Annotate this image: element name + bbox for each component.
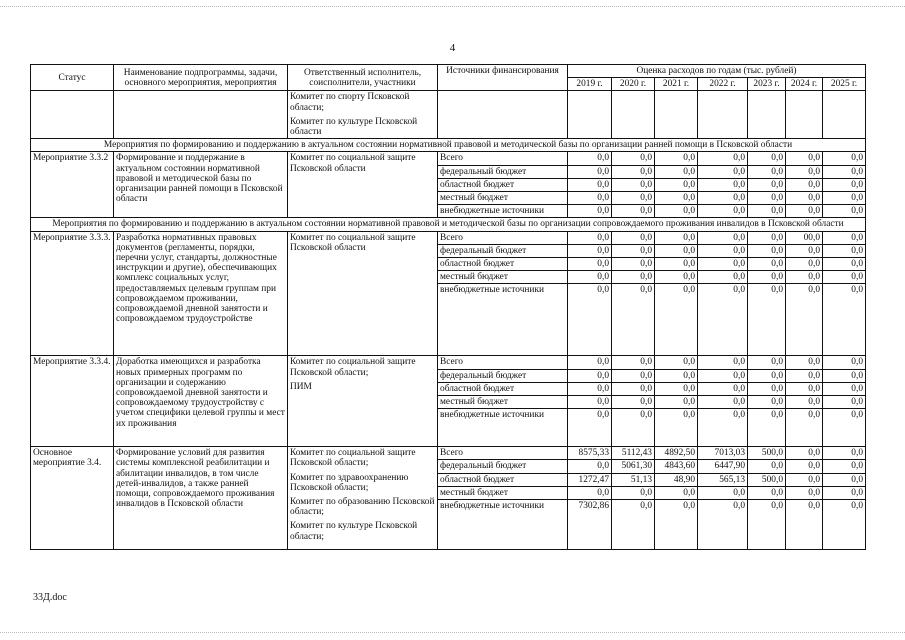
finance-row: [31, 447, 866, 460]
amount-cell: 0,0: [612, 500, 655, 550]
expenditure-table: [30, 64, 866, 550]
amount-cell: 0,0: [698, 192, 748, 205]
header-year: 2019 г.: [568, 78, 612, 91]
header-row: [31, 65, 866, 78]
executor-sport: Комитет по спорту Псковской области;: [290, 92, 410, 113]
amount-cell: 0,0: [655, 178, 698, 191]
amount-cell: 0,0: [748, 382, 786, 395]
executor-culture: Комитет по культуре Псковской области: [290, 116, 418, 138]
amount-cell: 0,0: [568, 382, 612, 395]
amount-cell: 0,0: [655, 382, 698, 395]
section-title: Мероприятия по формированию и поддержанию в актуальном состоянии нормативной правовой и методической базы по организации ранней помощи в Псковской области: [31, 139, 866, 152]
amount-cell: 00,0: [786, 231, 823, 244]
amount-cell: 0,0: [748, 205, 786, 218]
amount-cell: 0,0: [698, 284, 748, 356]
section-row-supported-living: [31, 218, 866, 231]
amount-cell: 7013,03: [698, 447, 748, 460]
amount-cell: 0,0: [786, 356, 823, 369]
amount-cell: 0,0: [698, 178, 748, 191]
funding-source: Всего: [438, 447, 568, 460]
executor-committee: Комитет по культуре Псковской области;: [290, 521, 418, 542]
amount-cell: 0,0: [823, 271, 866, 284]
amount-cell: 0,0: [698, 271, 748, 284]
funding-source: внебюджетные источники: [438, 500, 568, 550]
amount-cell: 0,0: [655, 271, 698, 284]
funding-source: областной бюджет: [438, 178, 568, 191]
amount-cell: 0,0: [748, 192, 786, 205]
amount-cell: 0,0: [786, 382, 823, 395]
amount-cell: 0,0: [655, 396, 698, 409]
funding-source: внебюджетные источники: [438, 284, 568, 356]
amount-cell: 0,0: [786, 178, 823, 191]
amount-cell: 0,0: [823, 165, 866, 178]
amount-cell: 0,0: [612, 244, 655, 257]
amount-cell: 0,0: [823, 447, 866, 460]
amount-cell: 0,0: [786, 244, 823, 257]
amount-cell: 0,0: [786, 486, 823, 499]
header-year: 2022 г.: [698, 78, 748, 91]
amount-cell: 0,0: [568, 205, 612, 218]
amount-cell: 0,0: [655, 258, 698, 271]
amount-cell: 0,0: [655, 284, 698, 356]
measure-status: Мероприятие 3.3.2: [31, 152, 114, 218]
scan-bottom-edge: [0, 632, 905, 635]
funding-source: федеральный бюджет: [438, 165, 568, 178]
header-estimate: Оценка расходов по годам (тыс. рублей): [568, 65, 866, 78]
amount-cell: 0,0: [698, 500, 748, 550]
amount-cell: 5061,30: [612, 460, 655, 473]
measure-name: Формирование и поддержание в актуальном состоянии нормативной правовой и методической базы по организации ранней помощи в Псковской области: [114, 152, 288, 218]
measure-executor: Комитет по социальной защите Псковской области: [288, 231, 438, 356]
funding-source: федеральный бюджет: [438, 244, 568, 257]
amount-cell: 0,0: [748, 356, 786, 369]
amount-cell: 0,0: [612, 382, 655, 395]
amount-cell: 0,0: [823, 460, 866, 473]
amount-cell: 0,0: [823, 178, 866, 191]
amount-cell: 6447,90: [698, 460, 748, 473]
amount-cell: 0,0: [786, 369, 823, 382]
funding-source: областной бюджет: [438, 258, 568, 271]
amount-cell: 0,0: [568, 192, 612, 205]
amount-cell: 0,0: [823, 192, 866, 205]
amount-cell: 0,0: [568, 369, 612, 382]
amount-cell: 0,0: [655, 356, 698, 369]
amount-cell: 0,0: [612, 178, 655, 191]
amount-cell: 0,0: [748, 396, 786, 409]
amount-cell: 0,0: [612, 396, 655, 409]
amount-cell: 0,0: [786, 152, 823, 165]
amount-cell: 0,0: [786, 396, 823, 409]
amount-cell: 0,0: [786, 284, 823, 356]
amount-cell: 0,0: [748, 244, 786, 257]
amount-cell: 0,0: [568, 486, 612, 499]
amount-cell: 0,0: [748, 152, 786, 165]
amount-cell: 0,0: [655, 409, 698, 447]
section-row-early-help: [31, 139, 866, 152]
measure-name: Формирование условий для развития системы комплексной реабилитации и абилитации инвалидов, в том числе детей-инвалидов, а также ранней помощи, сопровождаемого проживания инвалидов в Псковской области: [114, 447, 288, 550]
amount-cell: 0,0: [612, 152, 655, 165]
amount-cell: 51,13: [612, 473, 655, 486]
amount-cell: 0,0: [823, 231, 866, 244]
amount-cell: 565,13: [698, 473, 748, 486]
amount-cell: 0,0: [698, 231, 748, 244]
amount-cell: 0,0: [568, 258, 612, 271]
amount-cell: 0,0: [655, 231, 698, 244]
amount-cell: 0,0: [655, 165, 698, 178]
amount-cell: 0,0: [568, 396, 612, 409]
amount-cell: 0,0: [568, 356, 612, 369]
amount-cell: 0,0: [612, 369, 655, 382]
funding-source: федеральный бюджет: [438, 369, 568, 382]
measure-executor: [288, 447, 438, 550]
amount-cell: 4843,60: [655, 460, 698, 473]
amount-cell: 0,0: [568, 231, 612, 244]
measure-status: Мероприятие 3.3.3.: [31, 231, 114, 356]
header-sources: Источники финансирования: [438, 65, 568, 91]
file-name: 33Д.doc: [33, 592, 67, 603]
amount-cell: 0,0: [748, 460, 786, 473]
amount-cell: 7302,86: [568, 500, 612, 550]
amount-cell: 0,0: [568, 460, 612, 473]
header-name: Наименование подпрограммы, задачи, основного мероприятия, мероприятия: [114, 65, 288, 91]
executor-committee: Комитет по здравоохранению Псковской области;: [290, 472, 409, 493]
amount-cell: 0,0: [612, 271, 655, 284]
funding-source: федеральный бюджет: [438, 460, 568, 473]
funding-source: местный бюджет: [438, 192, 568, 205]
amount-cell: 0,0: [568, 284, 612, 356]
amount-cell: 0,0: [612, 205, 655, 218]
amount-cell: 0,0: [655, 152, 698, 165]
header-executor: Ответственный исполнитель, соисполнители, участники: [288, 65, 438, 91]
amount-cell: 0,0: [786, 192, 823, 205]
amount-cell: 0,0: [786, 205, 823, 218]
funding-source: внебюджетные источники: [438, 409, 568, 447]
header-year: 2023 г.: [748, 78, 786, 91]
amount-cell: 5112,43: [612, 447, 655, 460]
amount-cell: 0,0: [698, 258, 748, 271]
amount-cell: 0,0: [748, 486, 786, 499]
amount-cell: 0,0: [823, 244, 866, 257]
scan-top-edge: [0, 0, 905, 7]
amount-cell: 0,0: [568, 152, 612, 165]
funding-source: Всего: [438, 152, 568, 165]
amount-cell: 0,0: [568, 409, 612, 447]
amount-cell: 0,0: [748, 231, 786, 244]
funding-source: местный бюджет: [438, 486, 568, 499]
amount-cell: 0,0: [786, 165, 823, 178]
amount-cell: 0,0: [748, 409, 786, 447]
funding-source: областной бюджет: [438, 473, 568, 486]
executor-committee: Комитет по образованию Псковской области;: [290, 497, 435, 518]
amount-cell: 1272,47: [568, 473, 612, 486]
amount-cell: 0,0: [823, 486, 866, 499]
finance-row: [31, 152, 866, 165]
finance-row: [31, 356, 866, 369]
measure-name: Доработка имеющихся и разработка новых примерных программ по организации и содержанию сопровождаемой дневной занятости и сопровождаемому трудоустройству с учетом специфики целевой группы и мест их проживания: [114, 356, 288, 447]
funding-source: областной бюджет: [438, 382, 568, 395]
amount-cell: 0,0: [748, 500, 786, 550]
funding-source: внебюджетные источники: [438, 205, 568, 218]
amount-cell: 48,90: [655, 473, 698, 486]
amount-cell: 0,0: [698, 205, 748, 218]
amount-cell: 0,0: [823, 205, 866, 218]
amount-cell: 0,0: [823, 356, 866, 369]
continuation-executors: [288, 91, 438, 139]
header-status: Статус: [31, 65, 114, 91]
amount-cell: 0,0: [748, 178, 786, 191]
amount-cell: 0,0: [568, 244, 612, 257]
funding-source: местный бюджет: [438, 396, 568, 409]
amount-cell: 500,0: [748, 447, 786, 460]
page-number: 4: [449, 42, 456, 54]
header-year: 2025 г.: [823, 78, 866, 91]
amount-cell: 0,0: [823, 258, 866, 271]
amount-cell: 0,0: [698, 356, 748, 369]
amount-cell: 500,0: [748, 473, 786, 486]
measure-status: Основное мероприятие 3.4.: [31, 447, 114, 550]
amount-cell: 0,0: [823, 500, 866, 550]
amount-cell: 0,0: [786, 258, 823, 271]
amount-cell: 0,0: [786, 447, 823, 460]
amount-cell: 0,0: [655, 244, 698, 257]
amount-cell: 0,0: [568, 271, 612, 284]
header-year: 2020 г.: [612, 78, 655, 91]
amount-cell: 0,0: [698, 244, 748, 257]
executor-pim: ПИМ: [290, 381, 312, 392]
finance-row: [31, 231, 866, 244]
amount-cell: 0,0: [823, 409, 866, 447]
executor-social: Комитет по социальной защите Псковской области;: [290, 357, 416, 378]
amount-cell: 0,0: [823, 284, 866, 356]
amount-cell: 0,0: [823, 152, 866, 165]
amount-cell: 0,0: [786, 500, 823, 550]
amount-cell: 0,0: [748, 258, 786, 271]
measure-executor: Комитет по социальной защите Псковской области: [288, 152, 438, 218]
amount-cell: 0,0: [698, 382, 748, 395]
amount-cell: 0,0: [698, 152, 748, 165]
amount-cell: 0,0: [748, 369, 786, 382]
amount-cell: 0,0: [612, 486, 655, 499]
amount-cell: 0,0: [612, 192, 655, 205]
measure-executor: [288, 356, 438, 447]
amount-cell: 0,0: [748, 284, 786, 356]
continuation-row: [31, 91, 866, 139]
amount-cell: 0,0: [786, 409, 823, 447]
amount-cell: 0,0: [612, 409, 655, 447]
executor-committee: Комитет по социальной защите Псковской области;: [290, 448, 416, 469]
amount-cell: 0,0: [748, 165, 786, 178]
amount-cell: 0,0: [786, 460, 823, 473]
amount-cell: 0,0: [655, 192, 698, 205]
amount-cell: 0,0: [568, 165, 612, 178]
amount-cell: 0,0: [612, 284, 655, 356]
amount-cell: 0,0: [612, 165, 655, 178]
amount-cell: 8575,33: [568, 447, 612, 460]
amount-cell: 0,0: [698, 369, 748, 382]
amount-cell: 0,0: [612, 231, 655, 244]
amount-cell: 0,0: [823, 382, 866, 395]
amount-cell: 0,0: [823, 396, 866, 409]
measure-status: Мероприятие 3.3.4.: [31, 356, 114, 447]
amount-cell: 0,0: [698, 486, 748, 499]
measure-name: Разработка нормативных правовых документов (регламенты, порядки, перечни услуг, стандарты, должностные инструкции и другие), обеспечивающих комплекс социальных услуг, предоставляемых целевым группам при сопровождаемом проживании, сопровождаемой дневной занятости и сопровождаемом трудоустройстве: [114, 231, 288, 356]
amount-cell: 0,0: [698, 165, 748, 178]
amount-cell: 0,0: [823, 369, 866, 382]
amount-cell: 0,0: [655, 500, 698, 550]
amount-cell: 0,0: [568, 178, 612, 191]
section-title: Мероприятия по формированию и поддержанию в актуальном состоянии нормативной правовой и методической базы по организации сопровождаемого проживания инвалидов в Псковской области: [31, 218, 866, 231]
amount-cell: 0,0: [786, 473, 823, 486]
amount-cell: 0,0: [655, 486, 698, 499]
amount-cell: 0,0: [655, 369, 698, 382]
amount-cell: 0,0: [612, 356, 655, 369]
funding-source: местный бюджет: [438, 271, 568, 284]
amount-cell: 0,0: [612, 258, 655, 271]
funding-source: Всего: [438, 231, 568, 244]
header-year: 2024 г.: [786, 78, 823, 91]
amount-cell: 0,0: [655, 205, 698, 218]
header-year: 2021 г.: [655, 78, 698, 91]
amount-cell: 0,0: [748, 271, 786, 284]
amount-cell: 0,0: [698, 409, 748, 447]
amount-cell: 0,0: [823, 473, 866, 486]
amount-cell: 4892,50: [655, 447, 698, 460]
funding-source: Всего: [438, 356, 568, 369]
amount-cell: 0,0: [786, 271, 823, 284]
amount-cell: 0,0: [698, 396, 748, 409]
